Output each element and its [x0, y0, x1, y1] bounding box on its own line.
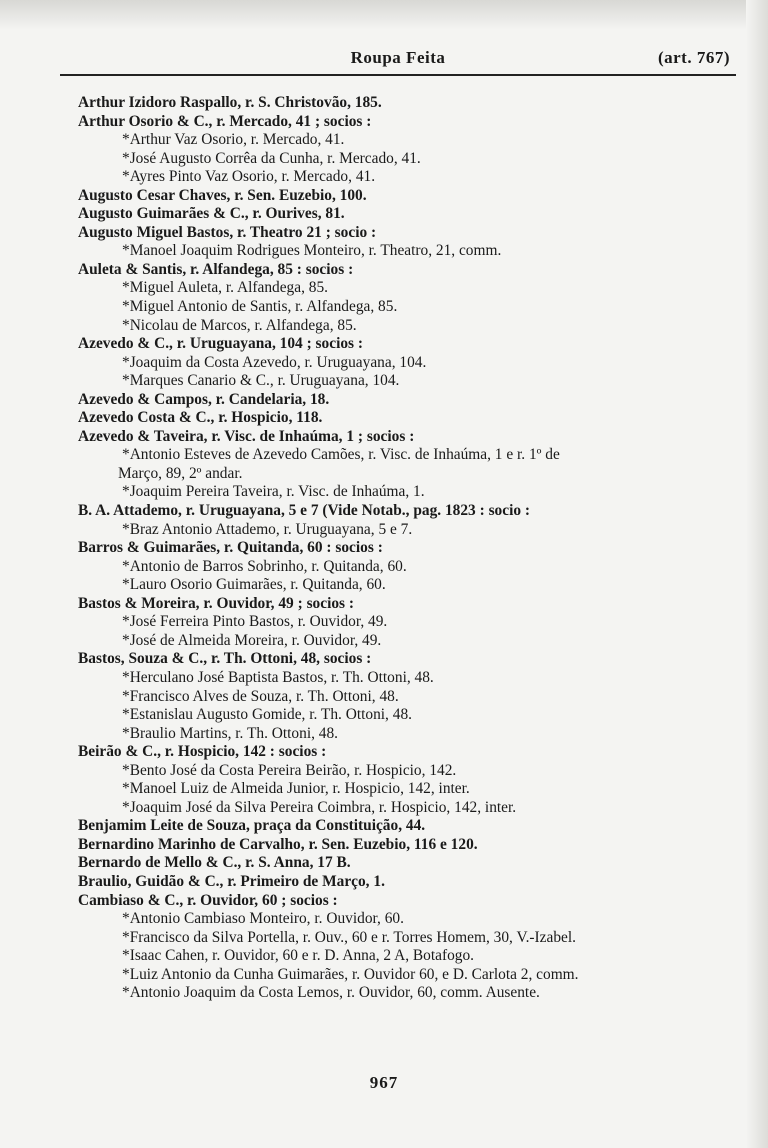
- partner-entry: *Antonio de Barros Sobrinho, r. Quitanda, 60.: [122, 557, 407, 575]
- partner-entry: *Manoel Joaquim Rodrigues Monteiro, r. Theatro, 21, comm.: [122, 242, 502, 260]
- partner-entry: *Luiz Antonio da Cunha Guimarães, r. Ouvidor 60, e D. Carlota 2, comm.: [122, 965, 579, 983]
- partner-entry: *Joaquim José da Silva Pereira Coimbra, r. Hospicio, 142, inter.: [122, 798, 517, 816]
- firm-entry: Bastos & Moreira, r. Ouvidor, 49 ; socios :: [78, 594, 355, 612]
- firm-entry: Augusto Miguel Bastos, r. Theatro 21 ; socio :: [78, 223, 377, 241]
- scan-edge-right: [746, 0, 768, 1148]
- partner-entry: *Marques Canario & C., r. Uruguayana, 104.: [122, 372, 400, 390]
- firm-entry: B. A. Attademo, r. Uruguayana, 5 e 7 (Vide Notab., pag. 1823 : socio :: [78, 502, 531, 520]
- firm-entry: Azevedo & Campos, r. Candelaria, 18.: [78, 390, 330, 408]
- partner-entry: *José Augusto Corrêa da Cunha, r. Mercado, 41.: [122, 149, 421, 167]
- firm-entry: Bernardino Marinho de Carvalho, r. Sen. Euzebio, 116 e 120.: [78, 835, 478, 853]
- firm-entry: Cambiaso & C., r. Ouvidor, 60 ; socios :: [78, 891, 338, 909]
- partner-entry: *Miguel Auleta, r. Alfandega, 85.: [122, 279, 329, 297]
- partner-entry: *Lauro Osorio Guimarães, r. Quitanda, 60.: [122, 576, 386, 594]
- entry-continuation: Março, 89, 2º andar.: [118, 464, 243, 482]
- partner-entry: *Estanislau Augusto Gomide, r. Th. Ottoni, 48.: [122, 706, 412, 724]
- partner-entry: *Bento José da Costa Pereira Beirão, r. Hospicio, 142.: [122, 761, 457, 779]
- partner-entry: *Ayres Pinto Vaz Osorio, r. Mercado, 41.: [122, 168, 376, 186]
- page-title: Roupa Feita: [350, 48, 446, 67]
- firm-entry: Bastos, Souza & C., r. Th. Ottoni, 48, socios :: [78, 650, 372, 668]
- firm-entry: Benjamim Leite de Souza, praça da Constituição, 44.: [78, 817, 426, 835]
- firm-entry: Augusto Cesar Chaves, r. Sen. Euzebio, 100.: [78, 186, 367, 204]
- partner-entry: *Braz Antonio Attademo, r. Uruguayana, 5 e 7.: [122, 520, 413, 538]
- partner-entry: *Joaquim Pereira Taveira, r. Visc. de Inhaúma, 1.: [122, 483, 425, 501]
- page-number: 967: [369, 1073, 399, 1092]
- entry-list: [78, 94, 738, 1003]
- firm-entry: Augusto Guimarães & C., r. Ourives, 81.: [78, 205, 345, 223]
- partner-entry: *Arthur Vaz Osorio, r. Mercado, 41.: [122, 131, 345, 149]
- firm-entry: Azevedo & C., r. Uruguayana, 104 ; socios :: [78, 335, 363, 353]
- partner-entry: *José de Almeida Moreira, r. Ouvidor, 49.: [122, 631, 382, 649]
- partner-entry: *Antonio Joaquim da Costa Lemos, r. Ouvidor, 60, comm. Ausente.: [122, 984, 540, 1002]
- firm-entry: Bernardo de Mello & C., r. S. Anna, 17 B.: [78, 854, 351, 872]
- firm-entry: Auleta & Santis, r. Alfandega, 85 : socios :: [78, 260, 354, 278]
- partner-entry: *Nicolau de Marcos, r. Alfandega, 85.: [122, 316, 357, 334]
- firm-entry: Arthur Izidoro Raspallo, r. S. Christovão, 185.: [78, 94, 382, 111]
- firm-entry: Azevedo Costa & C., r. Hospicio, 118.: [78, 409, 323, 427]
- firm-entry: Barros & Guimarães, r. Quitanda, 60 : socios :: [78, 539, 383, 557]
- firm-entry: Azevedo & Taveira, r. Visc. de Inhaúma, 1 ; socios :: [78, 427, 415, 445]
- partner-entry: *Francisco da Silva Portella, r. Ouv., 60 e r. Torres Homem, 30, V.-Izabel.: [122, 928, 576, 946]
- firm-entry: Beirão & C., r. Hospicio, 142 : socios :: [78, 743, 327, 761]
- firm-entry: Braulio, Guidão & C., r. Primeiro de Março, 1.: [78, 872, 385, 890]
- partner-entry: *Francisco Alves de Souza, r. Th. Ottoni, 48.: [122, 687, 399, 705]
- partner-entry: *José Ferreira Pinto Bastos, r. Ouvidor, 49.: [122, 613, 388, 631]
- partner-entry: *Antonio Esteves de Azevedo Camões, r. Visc. de Inhaúma, 1 e r. 1º de: [122, 446, 560, 464]
- partner-entry: *Manoel Luiz de Almeida Junior, r. Hospicio, 142, inter.: [122, 780, 470, 798]
- partner-entry: *Isaac Cahen, r. Ouvidor, 60 e r. D. Anna, 2 A, Botafogo.: [122, 947, 475, 965]
- article-reference: (art. 767): [657, 48, 730, 67]
- firm-entry: Arthur Osorio & C., r. Mercado, 41 ; socios :: [78, 112, 372, 130]
- partner-entry: *Antonio Cambiaso Monteiro, r. Ouvidor, 60.: [122, 910, 404, 928]
- partner-entry: *Braulio Martins, r. Th. Ottoni, 48.: [122, 724, 339, 742]
- page-header: [60, 44, 736, 76]
- partner-entry: *Joaquim da Costa Azevedo, r. Uruguayana, 104.: [122, 353, 427, 371]
- partner-entry: *Herculano José Baptista Bastos, r. Th. Ottoni, 48.: [122, 668, 434, 686]
- scan-edge-top: [0, 0, 768, 30]
- partner-entry: *Miguel Antonio de Santis, r. Alfandega, 85.: [122, 298, 398, 316]
